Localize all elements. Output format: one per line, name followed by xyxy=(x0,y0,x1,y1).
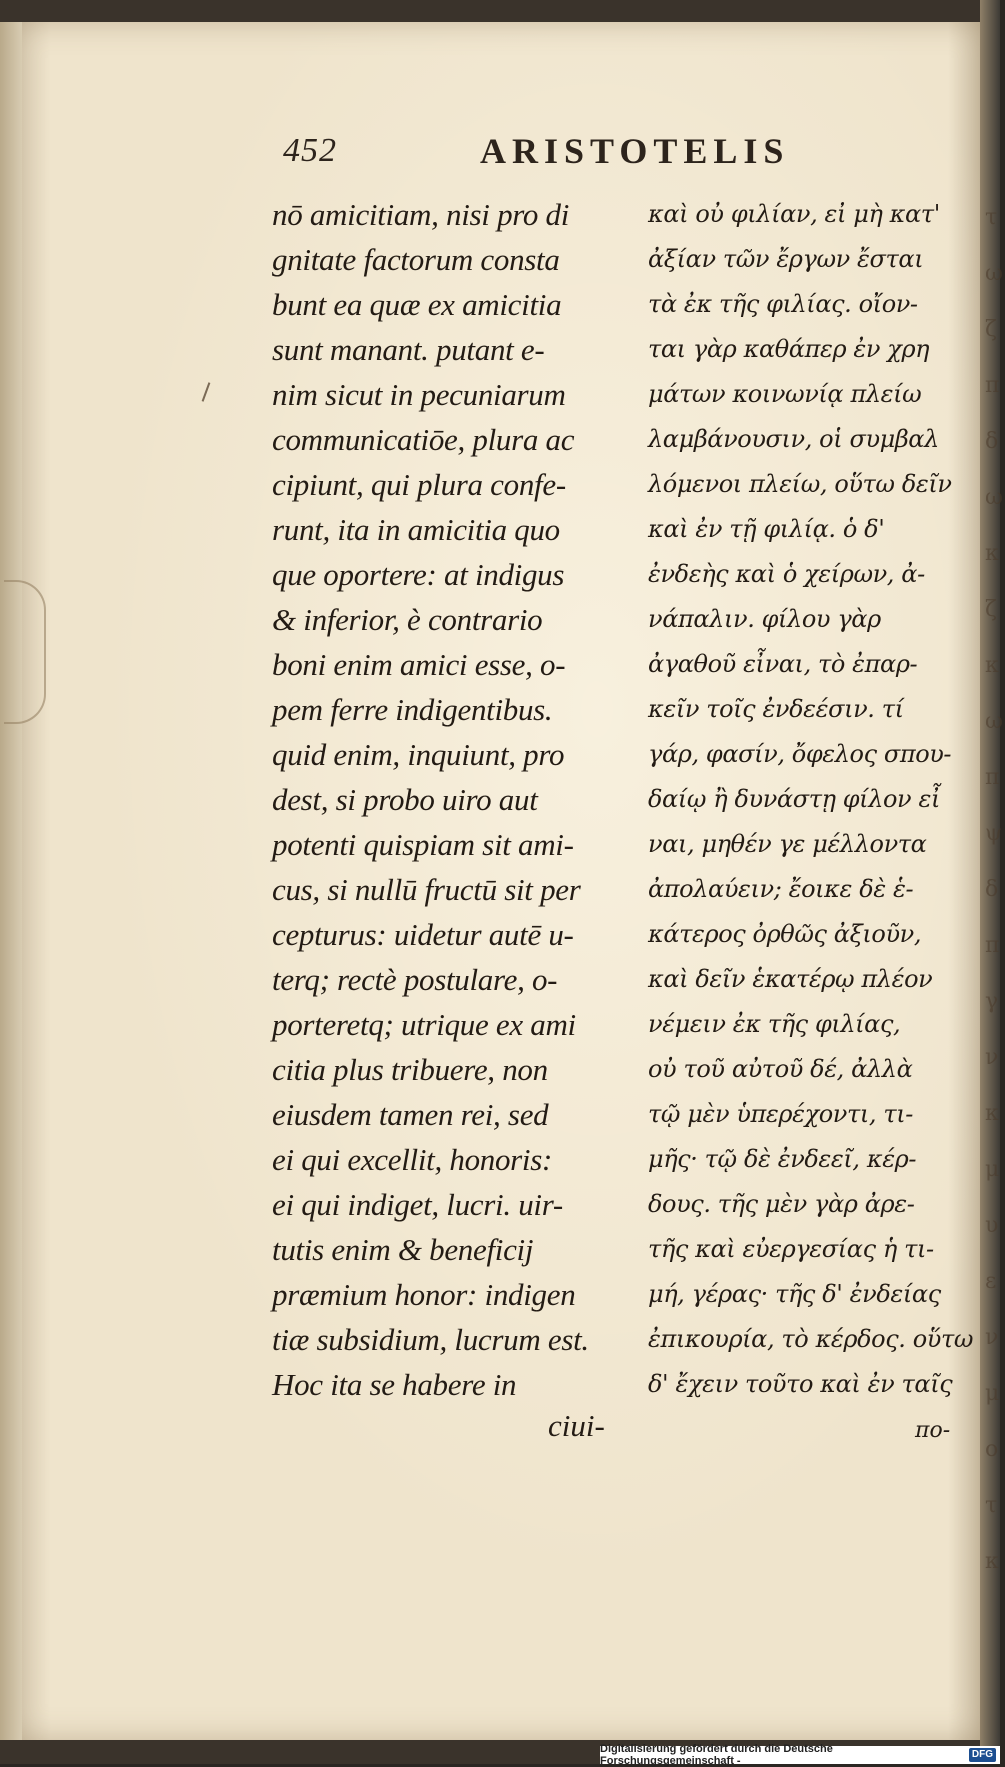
latin-text-line: boni enim amici esse, o- xyxy=(272,647,566,682)
greek-text-line: μάτων κοινωνίᾳ πλείω xyxy=(648,380,922,408)
greek-text-line: τὰ ἐκ τῆς φιλίας. οἴον- xyxy=(648,290,918,318)
latin-text-line: gnitate factorum consta xyxy=(272,242,560,277)
latin-column xyxy=(272,192,624,1407)
latin-text-line: pem ferre indigentibus. xyxy=(272,692,553,727)
latin-text-line: nō amicitiam, nisi pro di xyxy=(272,197,570,232)
greek-text-line: λαμβάνουσιν, οἱ συμβαλ xyxy=(648,425,939,453)
latin-text-line: tutis enim & beneficij xyxy=(272,1232,534,1267)
greek-text-line: καὶ δεῖν ἑκατέρῳ πλέον xyxy=(648,965,933,993)
latin-text-line: sunt manant. putant e- xyxy=(272,332,545,367)
latin-text-line: dest, si probo uiro aut xyxy=(272,782,538,817)
greek-column xyxy=(648,192,973,1407)
latin-text-line: bunt ea quæ ex amicitia xyxy=(272,287,562,322)
latin-text-line: cepturus: uidetur autē u- xyxy=(272,917,574,952)
greek-text-line: οὐ τοῦ αὐτοῦ δέ, ἀλλὰ xyxy=(648,1055,913,1083)
greek-text-line: καὶ οὐ φιλίαν, εἰ μὴ κατ' xyxy=(648,200,940,228)
digitization-credit-bar xyxy=(600,1743,1000,1767)
greek-text-line: δους. τῆς μὲν γὰρ ἀρε- xyxy=(648,1190,915,1218)
latin-text-line: ei qui excellit, honoris: xyxy=(272,1142,553,1177)
greek-text-line: δαίῳ ἢ δυνάστῃ φίλον εἶ xyxy=(648,785,940,813)
greek-text-line: γάρ, φασίν, ὄφελος σπου- xyxy=(648,740,952,768)
page-left-edge xyxy=(0,22,22,1740)
latin-text-line: eiusdem tamen rei, sed xyxy=(272,1097,549,1132)
running-title: ARISTOTELIS xyxy=(480,131,790,171)
latin-text-line: quid enim, inquiunt, pro xyxy=(272,737,565,772)
latin-text-line: que oportere: at indigus xyxy=(272,557,565,592)
greek-text-line: μή, γέρας· τῆς δ' ἐνδείας xyxy=(648,1280,941,1308)
latin-text-line: tiæ subsidium, lucrum est. xyxy=(272,1322,589,1357)
greek-text-line: ἀγαθοῦ εἶναι, τὸ ἐπαρ- xyxy=(648,650,918,678)
digitization-credit: Digitalisierung gefördert durch die Deutsche Forschungsgemeinschaft - xyxy=(600,1743,833,1767)
latin-catchword: ciui- xyxy=(548,1408,605,1443)
latin-text-line: cus, si nullū fructū sit per xyxy=(272,872,581,907)
next-page-edge-text: τ ω ζ π δ ω κ ζ κ ω π ψ δ π γ ν κ μ υ ε ν μ ο τ κ xyxy=(985,205,1003,1574)
latin-text-line: præmium honor: indigen xyxy=(272,1277,576,1312)
greek-text-line: λόμενοι πλείω, οὕτω δεῖν xyxy=(648,470,952,498)
latin-text-line: Hoc ita se habere in xyxy=(272,1367,517,1402)
greek-text-line: ἀπολαύειν; ἔοικε δὲ ἑ- xyxy=(648,875,914,903)
dfg-logo: DFG xyxy=(969,1748,996,1762)
greek-text-line: καὶ ἐν τῇ φιλίᾳ. ὁ δ' xyxy=(648,515,885,543)
greek-text-line: τῷ μὲν ὑπερέχοντι, τι- xyxy=(648,1100,913,1128)
latin-text-line: potenti quispiam sit ami- xyxy=(272,827,574,862)
greek-text-line: τῆς καὶ εὐεργεσίας ἡ τι- xyxy=(648,1235,934,1263)
greek-text-line: ται γὰρ καθάπερ ἐν χρη xyxy=(648,335,930,363)
greek-text-line: δ' ἔχειν τοῦτο καὶ ἐν ταῖς xyxy=(648,1370,953,1398)
greek-text-line: νάπαλιν. φίλου γὰρ xyxy=(648,605,881,633)
greek-text-line: νέμειν ἐκ τῆς φιλίας, xyxy=(648,1010,901,1038)
latin-text-line: terq; rectè postulare, o- xyxy=(272,962,558,997)
latin-text-line: runt, ita in amicitia quo xyxy=(272,512,560,547)
greek-text-line: μῆς· τῷ δὲ ἐνδεεῖ, κέρ- xyxy=(648,1145,917,1173)
greek-text-line: ἐπικουρία, τὸ κέρδος. οὕτω xyxy=(648,1325,973,1353)
greek-text-line: ἐνδεὴς καὶ ὁ χείρων, ἀ- xyxy=(648,560,925,588)
latin-text-line: nim sicut in pecuniarum xyxy=(272,377,566,412)
page-number: 452 xyxy=(283,132,337,169)
latin-text-line: cipiunt, qui plura confe- xyxy=(272,467,566,502)
latin-text-line: communicatiōe, plura ac xyxy=(272,422,575,457)
greek-text-line: κεῖν τοῖς ἐνδεέσιν. τί xyxy=(648,695,904,723)
greek-text-line: ναι, μηθέν γε μέλλοντα xyxy=(648,830,927,858)
latin-text-line: ei qui indiget, lucri. uir- xyxy=(272,1187,563,1222)
running-head xyxy=(283,130,923,180)
greek-text-line: ἀξίαν τῶν ἔργων ἔσται xyxy=(648,245,924,273)
greek-catchword: πο- xyxy=(915,1418,951,1443)
latin-text-line: porteretq; utrique ex ami xyxy=(272,1007,576,1042)
latin-text-line: citia plus tribuere, non xyxy=(272,1052,548,1087)
binding-shadow xyxy=(4,580,46,724)
greek-text-line: κάτερος ὀρθῶς ἀξιοῦν, xyxy=(648,920,922,948)
latin-text-line: & inferior, è contrario xyxy=(272,602,543,637)
